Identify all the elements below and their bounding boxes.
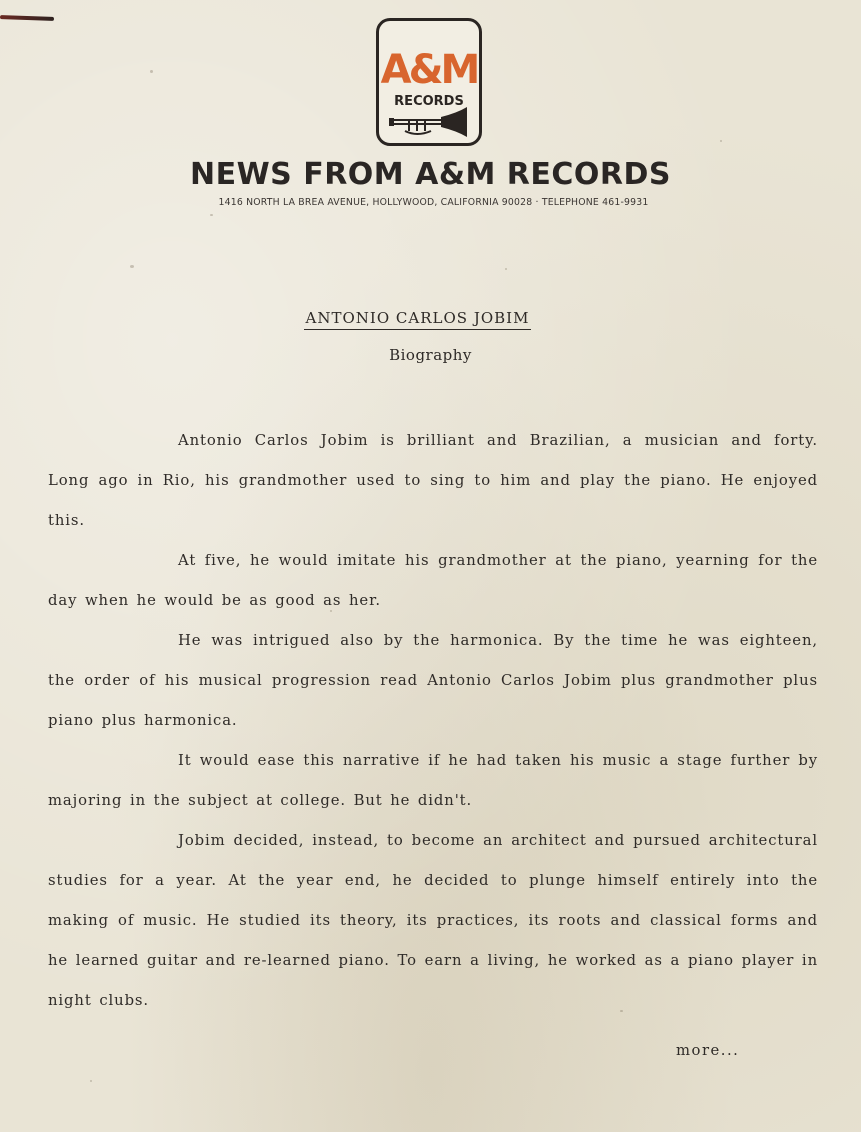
trumpet-icon (389, 107, 467, 137)
masthead-title: NEWS FROM A&M RECORDS (189, 157, 672, 192)
document-subtitle: Biography (389, 346, 472, 364)
am-records-logo (376, 18, 482, 146)
paragraph: He was intrigued also by the harmonica. By the time he was eighteen, the order of his musical progression read Antonio Carlos Jobim plus grandmother plus piano plus harmonica. (48, 632, 818, 729)
document-title: ANTONIO CARLOS JOBIM (304, 309, 532, 330)
paper-speck (210, 214, 213, 216)
masthead (0, 157, 861, 208)
continuation-note: more... (676, 1042, 740, 1059)
paper-speck (130, 265, 134, 268)
logo-graphic (379, 21, 479, 143)
logo-am-text: A&M (380, 47, 478, 93)
biography-body (48, 421, 818, 1021)
logo-records-label: RECORDS (394, 94, 464, 109)
paper-speck (505, 268, 507, 270)
document-title-wrap (0, 308, 861, 330)
paragraph: At five, he would imitate his grandmother at the piano, yearning for the day when he would be as good as her. (48, 552, 818, 609)
paragraph: Antonio Carlos Jobim is brilliant and Brazilian, a musician and forty. Long ago in Rio, his grandmother used to sing to him and play the piano. He enjoyed this. (48, 432, 818, 529)
masthead-address: 1416 NORTH LA BREA AVENUE, HOLLYWOOD, CALIFORNIA 90028 · TELEPHONE 461-9931 (218, 197, 649, 208)
paragraph: Jobim decided, instead, to become an architect and pursued architectural studies for a year. At the year end, he decided to plunge himself entirely into the making of music. He studied its theory, its practices, its roots and classical forms and he learned guitar and re-learned piano. To earn a living, he worked as a piano player in night clubs. (48, 832, 818, 1009)
paper-speck (150, 70, 153, 73)
paper-speck (720, 140, 722, 142)
paragraph: It would ease this narrative if he had taken his music a stage further by majoring in the subject at college. But he didn't. (48, 752, 818, 809)
paper-speck (90, 1080, 92, 1082)
